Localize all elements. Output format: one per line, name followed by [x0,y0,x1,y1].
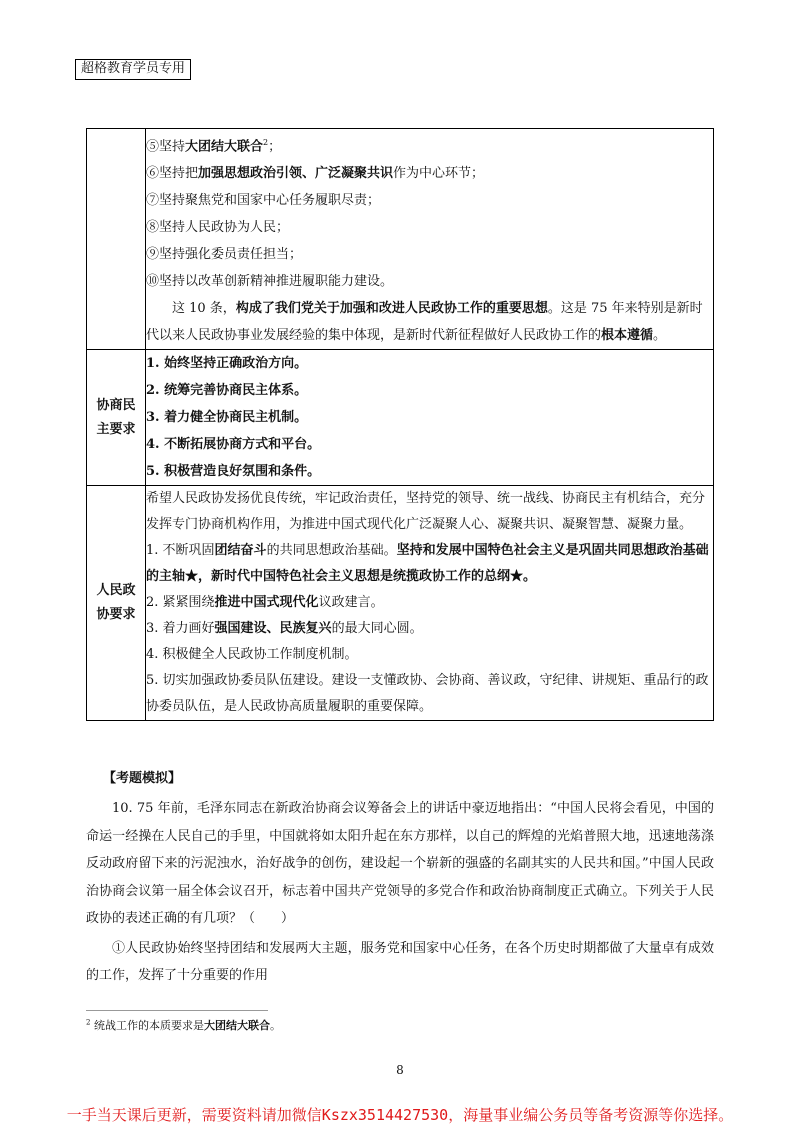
table-row-cppcc-requirements [87,486,714,721]
footnote: $^2$ 统战工作的本质要求是大团结大联合。 [86,1018,281,1032]
list-item: 1. 不断巩固团结奋斗的共同思想政治基础。坚持和发展中国特色社会主义是巩固共同思想政治基础的主轴★，新时代中国特色社会主义思想是统揽政协工作的总纲★。 [146,543,709,585]
row-label-empty [87,129,146,350]
footnote-divider [86,1010,268,1011]
list-item: 3. 着力画好强国建设、民族复兴的最大同心圆。 [146,621,423,637]
promo-banner: 一手当天课后更新，需要资料请加微信Kszx3514427530，海量事业编公务员等备考资源等你选择。 [66,1106,734,1124]
principle-8: ⑧坚持人民政协为人民； [146,220,290,236]
content-table [86,128,714,721]
footnote-ref[interactable]: 2 [263,138,269,147]
principle-7: ⑦坚持聚焦党和国家中心任务履职尽责； [146,193,381,209]
page-number: 8 [396,1063,404,1077]
section-title: 【考题模拟】 [103,771,182,786]
table-row-consultative-democracy [87,350,714,486]
list-item: 5. 积极营造良好氛围和条件。 [146,464,321,480]
principles-cell [146,129,714,350]
watermark-stamp: 超格教育学员专用 [75,59,191,80]
principle-10: ⑩坚持以改革创新精神推进履职能力建设。 [146,274,394,290]
row-label-cppcc-requirements: 人民政 协要求 [87,486,146,721]
cppcc-requirements-cell [146,486,714,721]
list-item: 2. 紧紧围绕推进中国式现代化议政建言。 [146,595,384,611]
list-item: 4. 积极健全人民政协工作制度机制。 [146,647,358,663]
principles-summary: 这 10 条，构成了我们党关于加强和改进人民政协工作的重要思想。这是 75 年来特别是新时代以来人民政协事业发展经验的集中体现，是新时代新征程做好人民政协工作的根本遵循。 [146,301,703,344]
principle-9: ⑨坚持强化委员责任担当； [146,247,303,263]
list-item: 2. 统筹完善协商民主体系。 [146,383,308,399]
table-row-principles [87,129,714,350]
requirements-intro: 希望人民政协发扬优良传统，牢记政治责任，坚持党的领导、统一战线、协商民主有机结合，充分发挥专门协商机构作用，为推进中国式现代化广泛凝聚人心、凝聚共识、凝聚智慧、凝聚力量。 [146,491,706,533]
list-item: 5. 切实加强政协委员队伍建设。建设一支懂政协、会协商、善议政，守纪律、讲规矩、重品行的政协委员队伍，是人民政协高质量履职的重要保障。 [146,673,709,715]
row-label-consultative-democracy: 协商民 主要求 [87,350,146,486]
principle-6: ⑥坚持把加强思想政治引领、广泛凝聚共识作为中心环节； [146,166,485,182]
consultative-democracy-cell [146,350,714,486]
list-item: 1. 始终坚持正确政治方向。 [146,356,308,372]
list-item: 3. 着力健全协商民主机制。 [146,410,308,426]
list-item: 4. 不断拓展协商方式和平台。 [146,437,321,453]
practice-question [86,795,714,990]
question-option-1: ①人民政协始终坚持团结和发展两大主题，服务党和国家中心任务，在各个历史时期都做了大量卓有成效的工作，发挥了十分重要的作用 [86,940,714,983]
principle-5: ⑤坚持大团结大联合$^2$； [146,138,282,155]
question-stem: 10. 75 年前，毛泽东同志在新政治协商会议筹备会上的讲话中豪迈地指出：“中国人民将会看见，中国的命运一经操在人民自己的手里，中国就将如太阳升起在东方那样，以自己的辉煌的光焰普照大地，迅速地荡涤反动政府留下来的污泥浊水，治好战争的创伤，建设起一个崭新的强盛的名副其实的人民共和国。”中国人民政治协商会议第一届全体会议召开，标志着中国共产党领导的多党合作和政治协商制度正式确立。下列关于人民政协的表述正确的有几项？（ ） [86,801,714,926]
